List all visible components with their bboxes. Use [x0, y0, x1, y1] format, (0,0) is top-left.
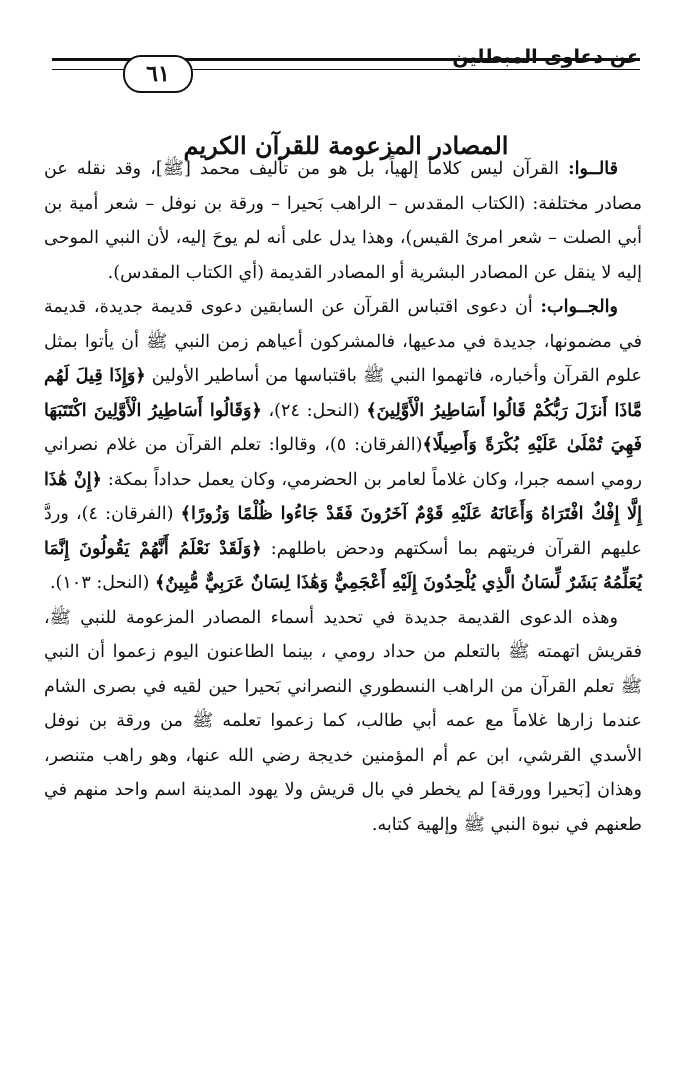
page-number: ٦١: [123, 55, 193, 93]
running-title: عن دعاوى المبطلين: [452, 46, 640, 68]
claim-text: القرآن ليس كلاماً إلهياً، بل هو من تأليف محمد [ﷺ]، وقد نقله عن مصادر مختلفة: (الكتاب المقدس – الراهب بَحيرا – ورقة بن نوفل – شعر أمية بن أبي الصلت – شعر امرئ القيس)، وهذا يدل على أنه لم يوحَ إليه، لأن النبي الموحى إليه لا ينقل عن المصادر البشرية أو المصادر القديمة (أي الكتاب المقدس).: [44, 159, 642, 283]
quran-verse-4: ﴿وَلَقَدْ نَعْلَمُ أَنَّهُمْ يَقُولُونَ إِنَّمَا يُعَلِّمُهُ بَشَرٌ لِّسَانُ الَّذِي يُلْحِدُونَ إِلَيْهِ أَعْجَمِيٌّ وَهَٰذَا لِسَانٌ عَرَبِيٌّ مُّبِينٌ﴾: [44, 537, 642, 593]
claim-lead: قالــوا:: [568, 158, 618, 179]
modern-claim-text: وهذه الدعوى القديمة جديدة في تحديد أسماء المصادر المزعومة للنبي ﷺ، فقريش اتهمته ﷺ بالتعلم من حداد رومي ، بينما الطاعنون اليوم زعموا أن النبي ﷺ تعلم القرآن من الراهب النسطوري النصراني بَحيرا حين لقيه في بصرى الشام عندما زارها غلاماً مع عمه أبي طالب، كما زعموا تعلمه ﷺ من ورقة بن نوفل الأسدي القرشي، ابن عم أم المؤمنين خديجة رضي الله عنها، وهو راهب متنصر، وهذان [بَحيرا وورقة] لم يخطر في بال قريش ولا يهود المدينة اسم واحد منهم في طعنهم في نبوة النبي ﷺ وإلهية كتابه.: [44, 607, 642, 835]
verse-ref-4: (النحل: ١٠٣).: [49, 573, 155, 593]
verse-ref-3: (الفرقان: ٤)، وردَّ عليهم القرآن فريتهم بما أسكتهم ودحض باطلهم:: [44, 504, 642, 559]
quran-verse-2: ﴿وَقَالُوا أَسَاطِيرُ الْأَوَّلِينَ اكْتَتَبَهَا فَهِيَ تُمْلَىٰ عَلَيْهِ بُكْرَةً وَأَصِيلًا﴾: [44, 399, 642, 455]
quran-verse-3: ﴿إِنْ هَٰذَا إِلَّا إِفْكٌ افْتَرَاهُ وَأَعَانَهُ عَلَيْهِ قَوْمٌ آخَرُونَ فَقَدْ جَاءُوا ظُلْمًا وَزُورًا﴾: [44, 468, 642, 524]
verse-ref-1: (النحل: ٢٤)،: [261, 400, 367, 421]
quran-verse-1: ﴿وَإِذَا قِيلَ لَهُم مَّاذَا أَنزَلَ رَبُّكُمْ قَالُوا أَسَاطِيرُ الْأَوَّلِينَ﴾: [44, 365, 643, 421]
chapter-title: المصادر المزعومة للقرآن الكريم: [183, 131, 509, 161]
verse-ref-2: (الفرقان: ٥)، وقالوا: تعلم القرآن من غلام نصراني رومي اسمه جبرا، وكان غلاماً لعامر بن الحضرمي، وكان يعمل حداداً بمكة:: [44, 435, 642, 490]
paragraph-modern-claim: [44, 601, 642, 843]
paragraph-answer: [44, 290, 642, 601]
answer-lead: والجــواب:: [540, 296, 618, 317]
paragraph-claim: [44, 152, 642, 290]
body-text: [44, 152, 642, 842]
answer-text-1: أن دعوى اقتباس القرآن عن السابقين دعوى قديمة جديدة، قديمة في مضمونها، جديدة في مدعيها، فالمشركون أعياهم زمن النبي ﷺ أن يأتوا بمثل علوم القرآن وأخباره، فاتهموا النبي ﷺ باقتباسها من أساطير الأولين: [44, 297, 643, 386]
